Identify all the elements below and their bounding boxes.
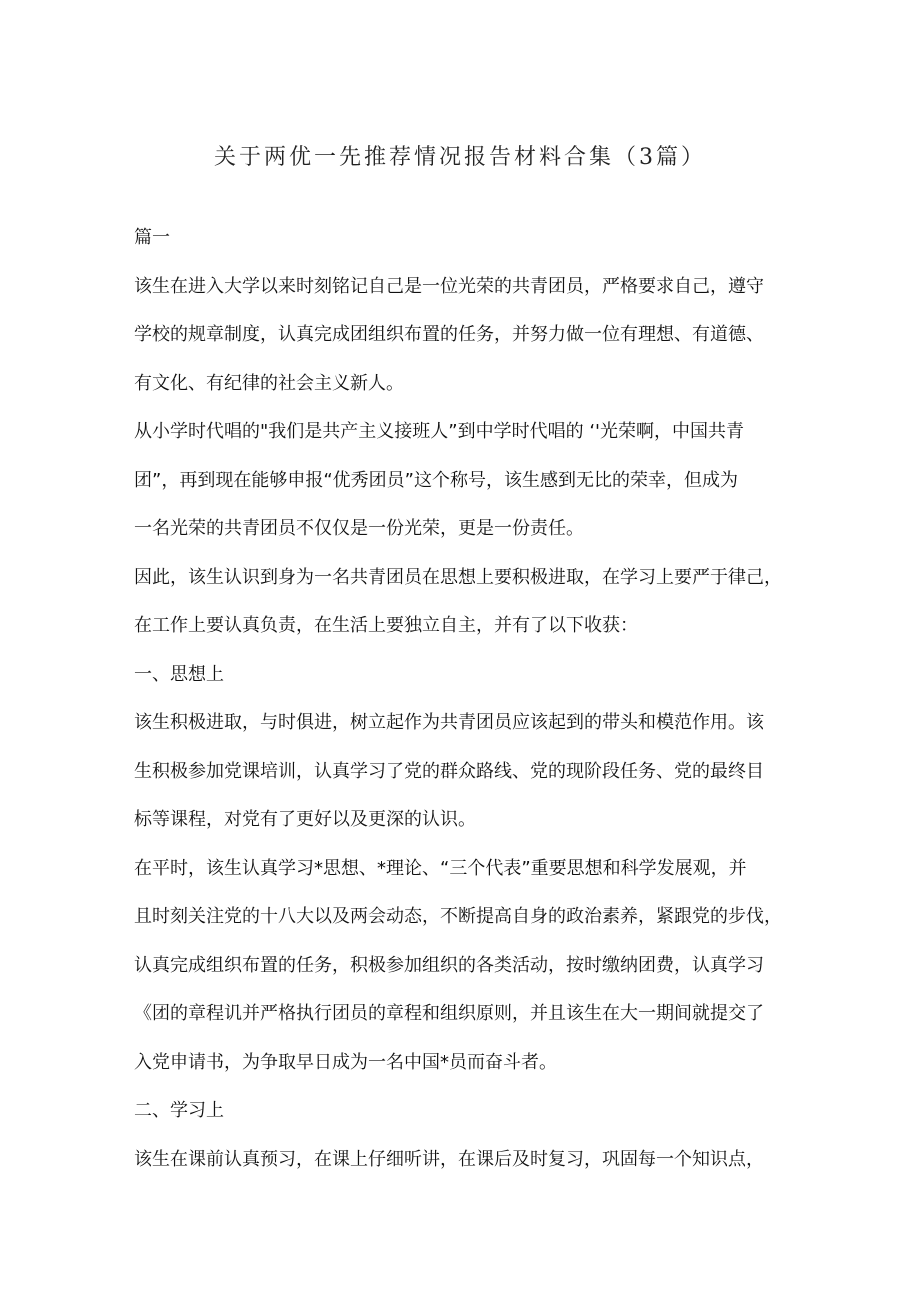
paragraph-line: 该生在进入大学以来时刻铭记自己是一位光荣的共青团员，严格要求自己，遵守 bbox=[134, 275, 764, 297]
subsection-heading: 一、思想上 bbox=[134, 663, 224, 685]
paragraph-line: 生积极参加党课培训，认真学习了党的群众路线、党的现阶段任务、党的最终目 bbox=[134, 760, 764, 782]
paragraph-line: 该生在课前认真预习，在课上仔细听讲，在课后及时复习，巩固每一个知识点， bbox=[134, 1148, 764, 1170]
subsection-heading: 二、学习上 bbox=[134, 1100, 224, 1121]
document-title: 关于两优一先推荐情况报告材料合集（3篇） bbox=[214, 145, 706, 170]
section-heading: 篇一 bbox=[134, 227, 170, 248]
paragraph-line: 在工作上要认真负责，在生活上要独立自主，并有了以下收获： bbox=[134, 615, 638, 636]
paragraph-line: 一名光荣的共青团员不仅仅是一份光荣，更是一份责任。 bbox=[134, 518, 584, 539]
paragraph-line: 团”，再到现在能够申报“优秀团员”这个称号，该生感到无比的荣幸，但成为 bbox=[134, 469, 738, 491]
paragraph-line: 认真完成组织布置的任务，积极参加组织的各类活动，按时缴纳团费，认真学习 bbox=[134, 954, 764, 976]
paragraph-line: 因此，该生认识到身为一名共青团员在思想上要积极进取，在学习上要严于律己， bbox=[134, 566, 782, 588]
paragraph-line: 有文化、有纪律的社会主义新人。 bbox=[134, 372, 404, 394]
paragraph-line: 《团的章程讥并严格执行团员的章程和组织原则，并且该生在大一期间就提交了 bbox=[134, 1003, 764, 1024]
paragraph-line: 且时刻关注党的十八大以及两会动态，不断提高自身的政治素养，紧跟党的步伐， bbox=[134, 906, 782, 927]
paragraph-line: 该生积极进取，与时俱进，树立起作为共青团员应该起到的带头和模范作用。该 bbox=[134, 712, 764, 733]
document-body bbox=[134, 214, 814, 1184]
paragraph-line: 从小学时代唱的"我们是共产主义接班人”到中学时代唱的 ‘'光荣啊，中国共青 bbox=[134, 421, 744, 442]
paragraph-line: 在平时，该生认真学习*思想、*理论、“三个代表”重要思想和科学发展观，并 bbox=[134, 857, 747, 879]
paragraph-line: 标等课程，对党有了更好以及更深的认识。 bbox=[134, 809, 476, 830]
paragraph-line: 入党申请书，为争取早日成为一名中国*员而奋斗者。 bbox=[134, 1051, 557, 1073]
paragraph-line: 学校的规章制度，认真完成团组织布置的任务，并努力做一位有理想、有道德、 bbox=[134, 324, 764, 345]
